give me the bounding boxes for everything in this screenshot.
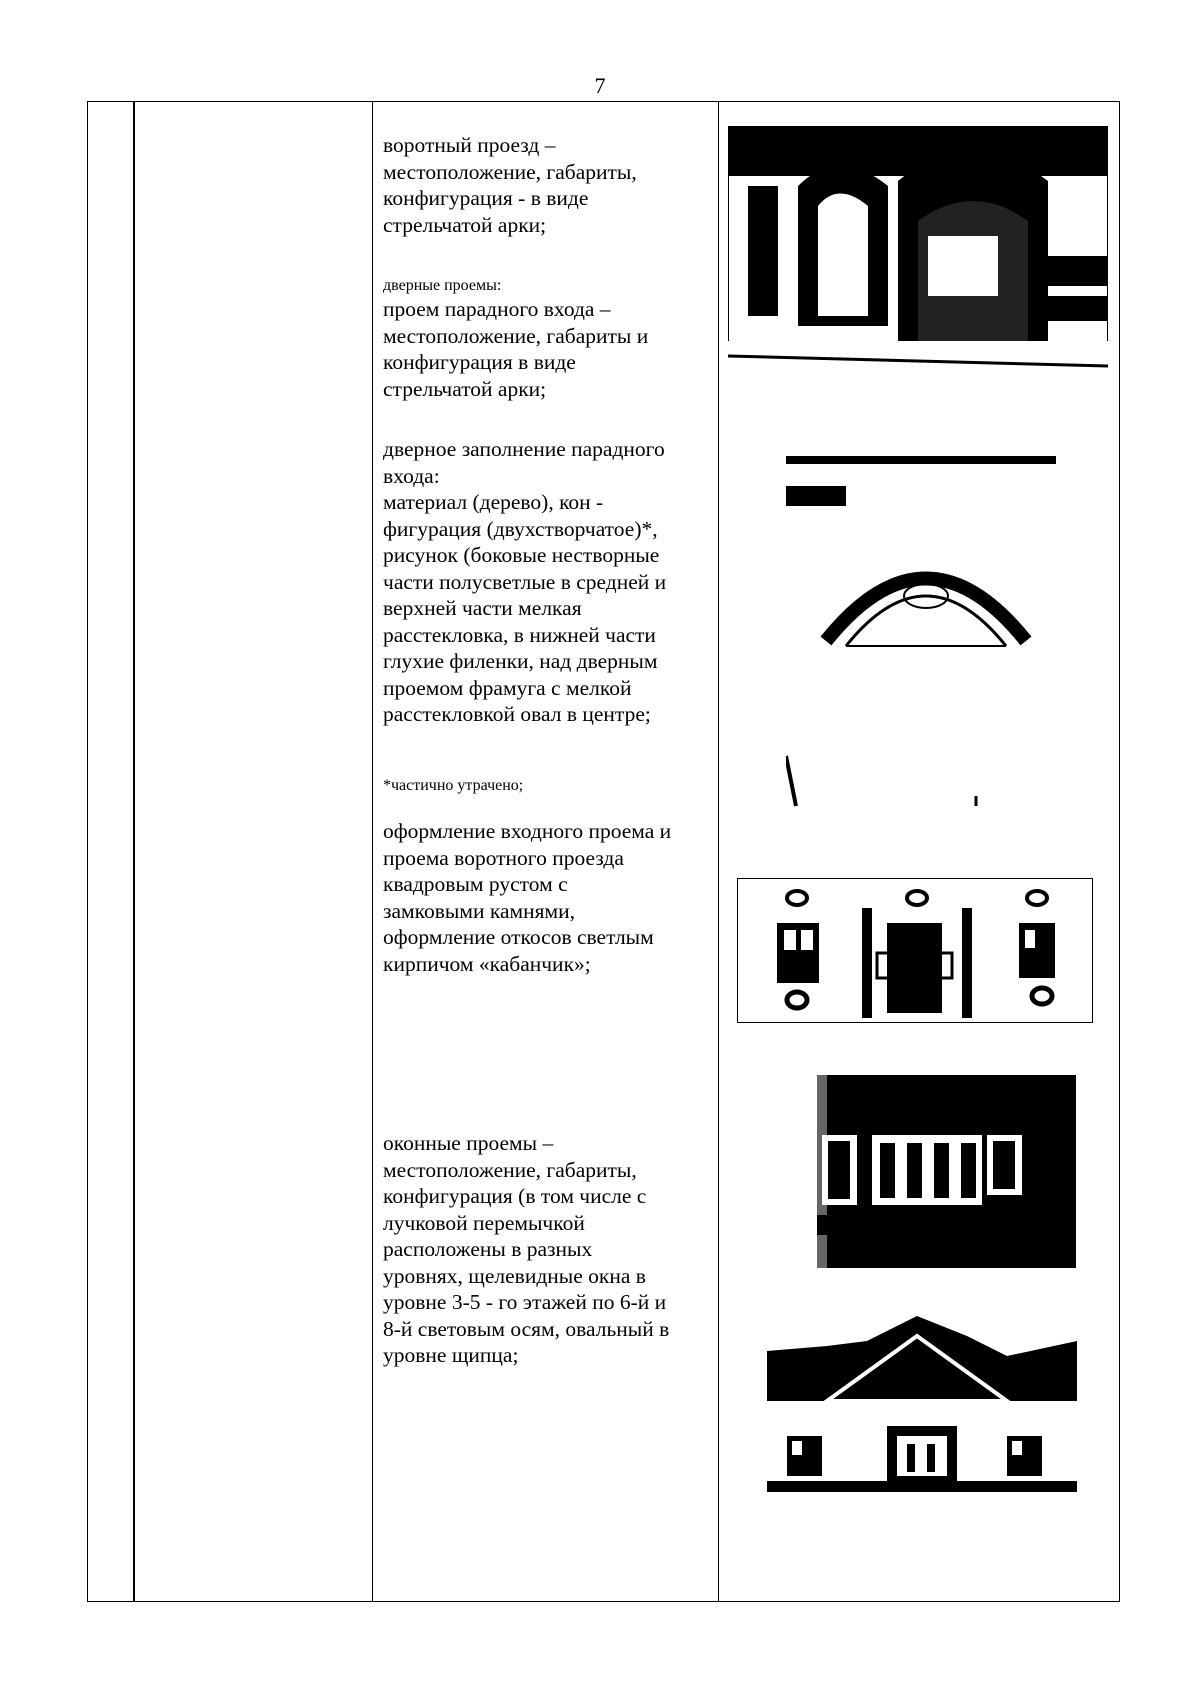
text-line: конфигурация (в том числе с [383, 1184, 647, 1208]
text-line: верхней части мелкая [383, 596, 582, 620]
text-line: дверное заполнение парадного [383, 437, 665, 461]
text-line: входа: [383, 463, 440, 488]
column-divider-2 [372, 101, 373, 1602]
text-line: расстекловка, в нижней части [383, 622, 656, 647]
text-block-entrance-decor [383, 818, 708, 977]
text-line: глухие филенки, над дверным [383, 649, 658, 673]
column-divider-1 [133, 101, 135, 1602]
text-block-windows [383, 1130, 708, 1369]
text-line: воротный проезд – [383, 133, 556, 157]
text-line: части полусветлые в средней и [383, 569, 667, 594]
section-heading: дверные проемы: [383, 277, 502, 294]
gable-photo [767, 1296, 1077, 1492]
text-line: стрельчатой арки; [383, 376, 547, 401]
text-line: уровнях, щелевидные окна в [383, 1263, 646, 1288]
text-block-gate [383, 132, 708, 238]
windows-closeup-photo [762, 1075, 1076, 1268]
text-line: расстекловкой овал в центре; [383, 702, 651, 726]
text-line: оконные проемы – [383, 1131, 554, 1155]
page-number: 7 [594, 73, 606, 98]
text-line: рисунок (боковые нестворные [383, 543, 660, 567]
text-line: оформление откосов светлым [383, 925, 654, 949]
text-line: 8-й световым осям, овальный в [383, 1316, 670, 1341]
text-line: уровне щипца; [383, 1343, 519, 1367]
text-line: конфигурация в виде [383, 350, 576, 374]
text-line: проема воротного проезда [383, 845, 624, 870]
footnote-text: *частично утрачено; [383, 777, 524, 794]
column-divider-3 [718, 101, 719, 1602]
text-line: кирпичом «кабанчик»; [383, 951, 591, 976]
text-line: материал (дерево), кон - [383, 490, 604, 514]
facade-windows-photo [737, 878, 1093, 1023]
text-line: местоположение, габариты и [383, 323, 649, 348]
text-line: уровне 3-5 - го этажей по 6-й и [383, 1290, 667, 1314]
door-fill-photo [786, 456, 1056, 851]
text-line: лучковой перемычкой [383, 1210, 585, 1235]
footnote [383, 776, 708, 796]
text-line: стрельчатой арки; [383, 212, 547, 237]
gate-arch-photo [728, 126, 1108, 378]
text-line: расположены в разных [383, 1237, 593, 1261]
text-line: фигурация (двухстворчатое)*, [383, 516, 658, 541]
text-block-door-openings [383, 276, 708, 402]
text-line: проем парадного входа – [383, 297, 611, 321]
text-line: местоположение, габариты, [383, 1157, 637, 1182]
text-line: проемом фрамуга с мелкой [383, 675, 632, 700]
text-line: квадровым рустом с [383, 872, 568, 896]
text-line: местоположение, габариты, [383, 159, 637, 184]
text-block-door-fill [383, 436, 708, 728]
text-line: замковыми камнями, [383, 898, 575, 923]
text-line: конфигурация - в виде [383, 186, 589, 210]
text-line: оформление входного проема и [383, 819, 672, 843]
